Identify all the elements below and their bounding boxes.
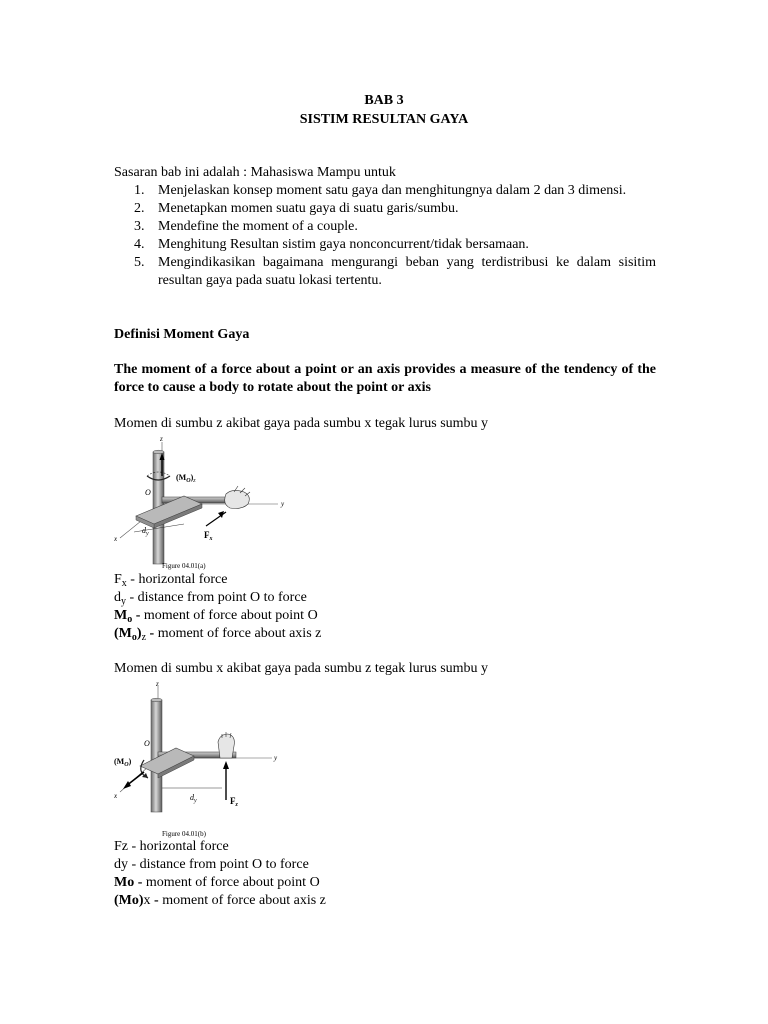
list-item: 4. Menghitung Resultan sistim gaya nonconcurrent/tidak bersamaan. (134, 237, 529, 252)
section1-intro: Momen di sumbu z akibat gaya pada sumbu x tegak lurus sumbu y (114, 416, 489, 431)
chapter-title: SISTIM RESULTAN GAYA (299, 112, 469, 127)
fig-label-fx: $F_x$ (204, 530, 213, 542)
fig-label-fz: $F_z$ (230, 796, 238, 808)
section2-intro: Momen di sumbu x akibat gaya pada sumbu z tegak lurus sumbu y (114, 661, 489, 676)
legend-mo: Mo - moment of force about point O (114, 875, 320, 890)
fig-label-mo: $(M_O)_z$ (176, 473, 196, 484)
legend-section1 (114, 571, 321, 643)
legend-section2 (114, 838, 326, 910)
legend-mo: $M_o$ - moment of force about point O (114, 608, 318, 625)
fig-label-dy: $d_y$ (190, 793, 197, 804)
list-item: 2. Menetapkan momen suatu gaya di suatu garis/sumbu. (134, 201, 459, 216)
definition-paragraph: The moment of a force about a point or an axis provides a measure of the tendency of the force to cause a body to rotate about the point or axis (114, 362, 656, 395)
fig-label-y: y (274, 754, 278, 762)
fig-label-dy: $d_y$ (142, 526, 149, 537)
figure-caption: Figure 04.01(b) (162, 830, 206, 838)
legend-fx: $F_x$ - horizontal force (114, 572, 228, 589)
list-item: 1. Menjelaskan konsep moment satu gaya dan menghitungnya dalam 2 dan 3 dimensi. (134, 183, 627, 198)
intro-text: Sasaran bab ini adalah : Mahasiswa Mampu untuk (114, 165, 396, 180)
chapter-number: BAB 3 (364, 93, 404, 108)
fig-label-z: z (156, 680, 159, 688)
legend-dy: $d_y$ - distance from point O to force (114, 590, 307, 607)
objectives-list (114, 182, 656, 290)
figure-04-01a (114, 434, 289, 572)
list-item: 3. Mendefine the moment of a couple. (134, 219, 358, 234)
list-item: 5. Mengindikasikan bagaimana mengurangi beban yang terdistribusi ke dalam sisitim resultan gaya pada suatu lokasi tertentu. (134, 255, 656, 288)
fig-label-y: y (281, 500, 285, 508)
figure-caption: Figure 04.01(a) (162, 562, 206, 570)
fig-label-z: z (160, 435, 163, 443)
section-heading: Definisi Moment Gaya (114, 327, 250, 342)
fig-label-mo: $(M_O)$ (114, 757, 132, 768)
legend-moz: $(M_o)_z$ - moment of force about axis z (114, 626, 322, 643)
legend-mox: (Mo)x - moment of force about axis z (114, 893, 326, 908)
legend-dy: dy - distance from point O to force (114, 857, 309, 872)
fig-label-o: O (145, 488, 151, 497)
fig-label-o: O (144, 739, 150, 748)
fig-label-x: x (114, 792, 118, 800)
figure-04-01b (114, 680, 289, 840)
fig-label-x: x (114, 535, 118, 543)
legend-fz: Fz - horizontal force (114, 839, 229, 854)
